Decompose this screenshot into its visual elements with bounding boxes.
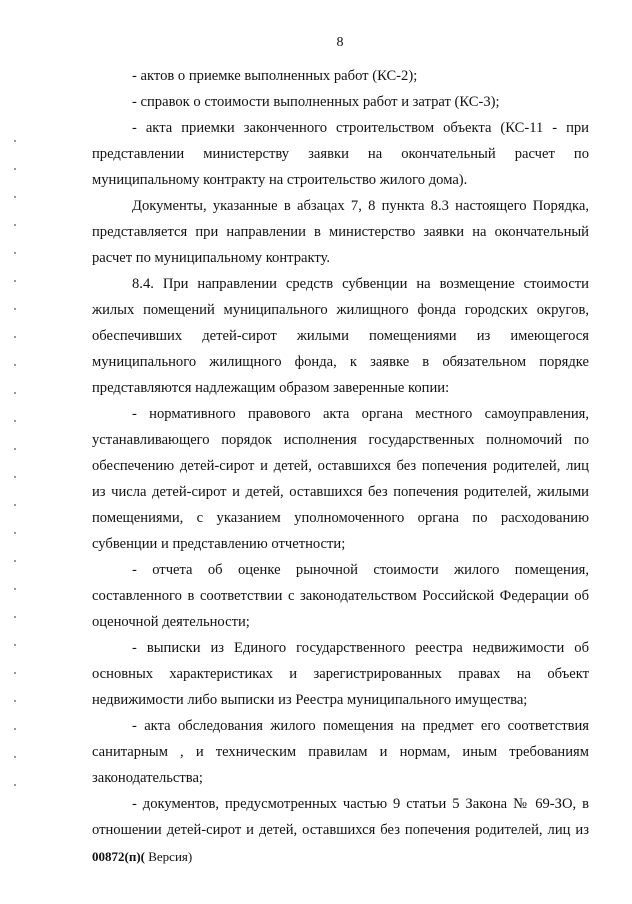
text-line: - выписки из Единого государственного реестра недвижимости об (132, 640, 589, 656)
text-line: - акта приемки законченного строительством объекта (КС-11 - при (132, 120, 589, 136)
footer-version-label: Версия) (144, 849, 193, 864)
text-line: помещениями, с указанием уполномоченного органа по расходованию (92, 510, 589, 526)
text-line: жилых помещений муниципального жилищного фонда городских округов, (92, 302, 589, 318)
text-line: устанавливающего порядок исполнения государственных полномочий по (92, 432, 589, 448)
text-line: муниципальному контракту на строительство жилого дома). (92, 172, 468, 188)
text-line: муниципального жилищного фонда, к заявке в обязательном порядке (92, 354, 589, 370)
text-line: - отчета об оценке рыночной стоимости жилого помещения, (132, 562, 589, 578)
text-line: представлении министерству заявки на окончательный расчет по (92, 146, 589, 162)
text-line: - нормативного правового акта органа местного самоуправления, (132, 406, 589, 422)
text-line: представляются надлежащим образом заверенные копии: (92, 380, 450, 396)
text-line: составленного в соответствии с законодательством Российской Федерации об (92, 588, 589, 604)
text-line: санитарным , и техническим правилам и нормам, иным требованиям (92, 744, 589, 760)
text-line: - документов, предусмотренных частью 9 статьи 5 Закона № 69-ЗО, в (132, 796, 589, 812)
text-line: расчет по муниципальному контракту. (92, 250, 331, 266)
scan-margin-dots (14, 0, 18, 904)
footer-code: 00872(п)( (92, 849, 145, 864)
text-line: - акта обследования жилого помещения на предмет его соответствия (132, 718, 589, 734)
text-line: обеспечению детей-сирот и детей, оставшихся без попечения родителей, лиц (92, 458, 589, 474)
text-line: Документы, указанные в абзацах 7, 8 пункта 8.3 настоящего Порядка, (132, 198, 589, 214)
page-number: 8 (336, 35, 344, 50)
text-line: - актов о приемке выполненных работ (КС-2); (132, 68, 418, 84)
text-line: представляется при направлении в министерство заявки на окончательный (92, 224, 589, 240)
text-line: основных характеристиках и зарегистрированных правах на объект (92, 666, 589, 682)
footer-version (92, 849, 192, 865)
text-line: обеспечивших детей-сирот жилыми помещениями из имеющегося (92, 328, 589, 344)
text-line: отношении детей-сирот и детей, оставшихся без попечения родителей, лиц из (92, 822, 589, 838)
text-line: законодательства; (92, 770, 203, 786)
text-line: оценочной деятельности; (92, 614, 250, 630)
text-line: 8.4. При направлении средств субвенции на возмещение стоимости (132, 276, 589, 292)
text-line: из числа детей-сирот и детей, оставшихся без попечения родителей, жилыми (92, 484, 589, 500)
text-line: недвижимости либо выписки из Реестра муниципального имущества; (92, 692, 528, 708)
text-line: субвенции и представлению отчетности; (92, 536, 346, 552)
text-line: - справок о стоимости выполненных работ и затрат (КС-3); (132, 94, 500, 110)
